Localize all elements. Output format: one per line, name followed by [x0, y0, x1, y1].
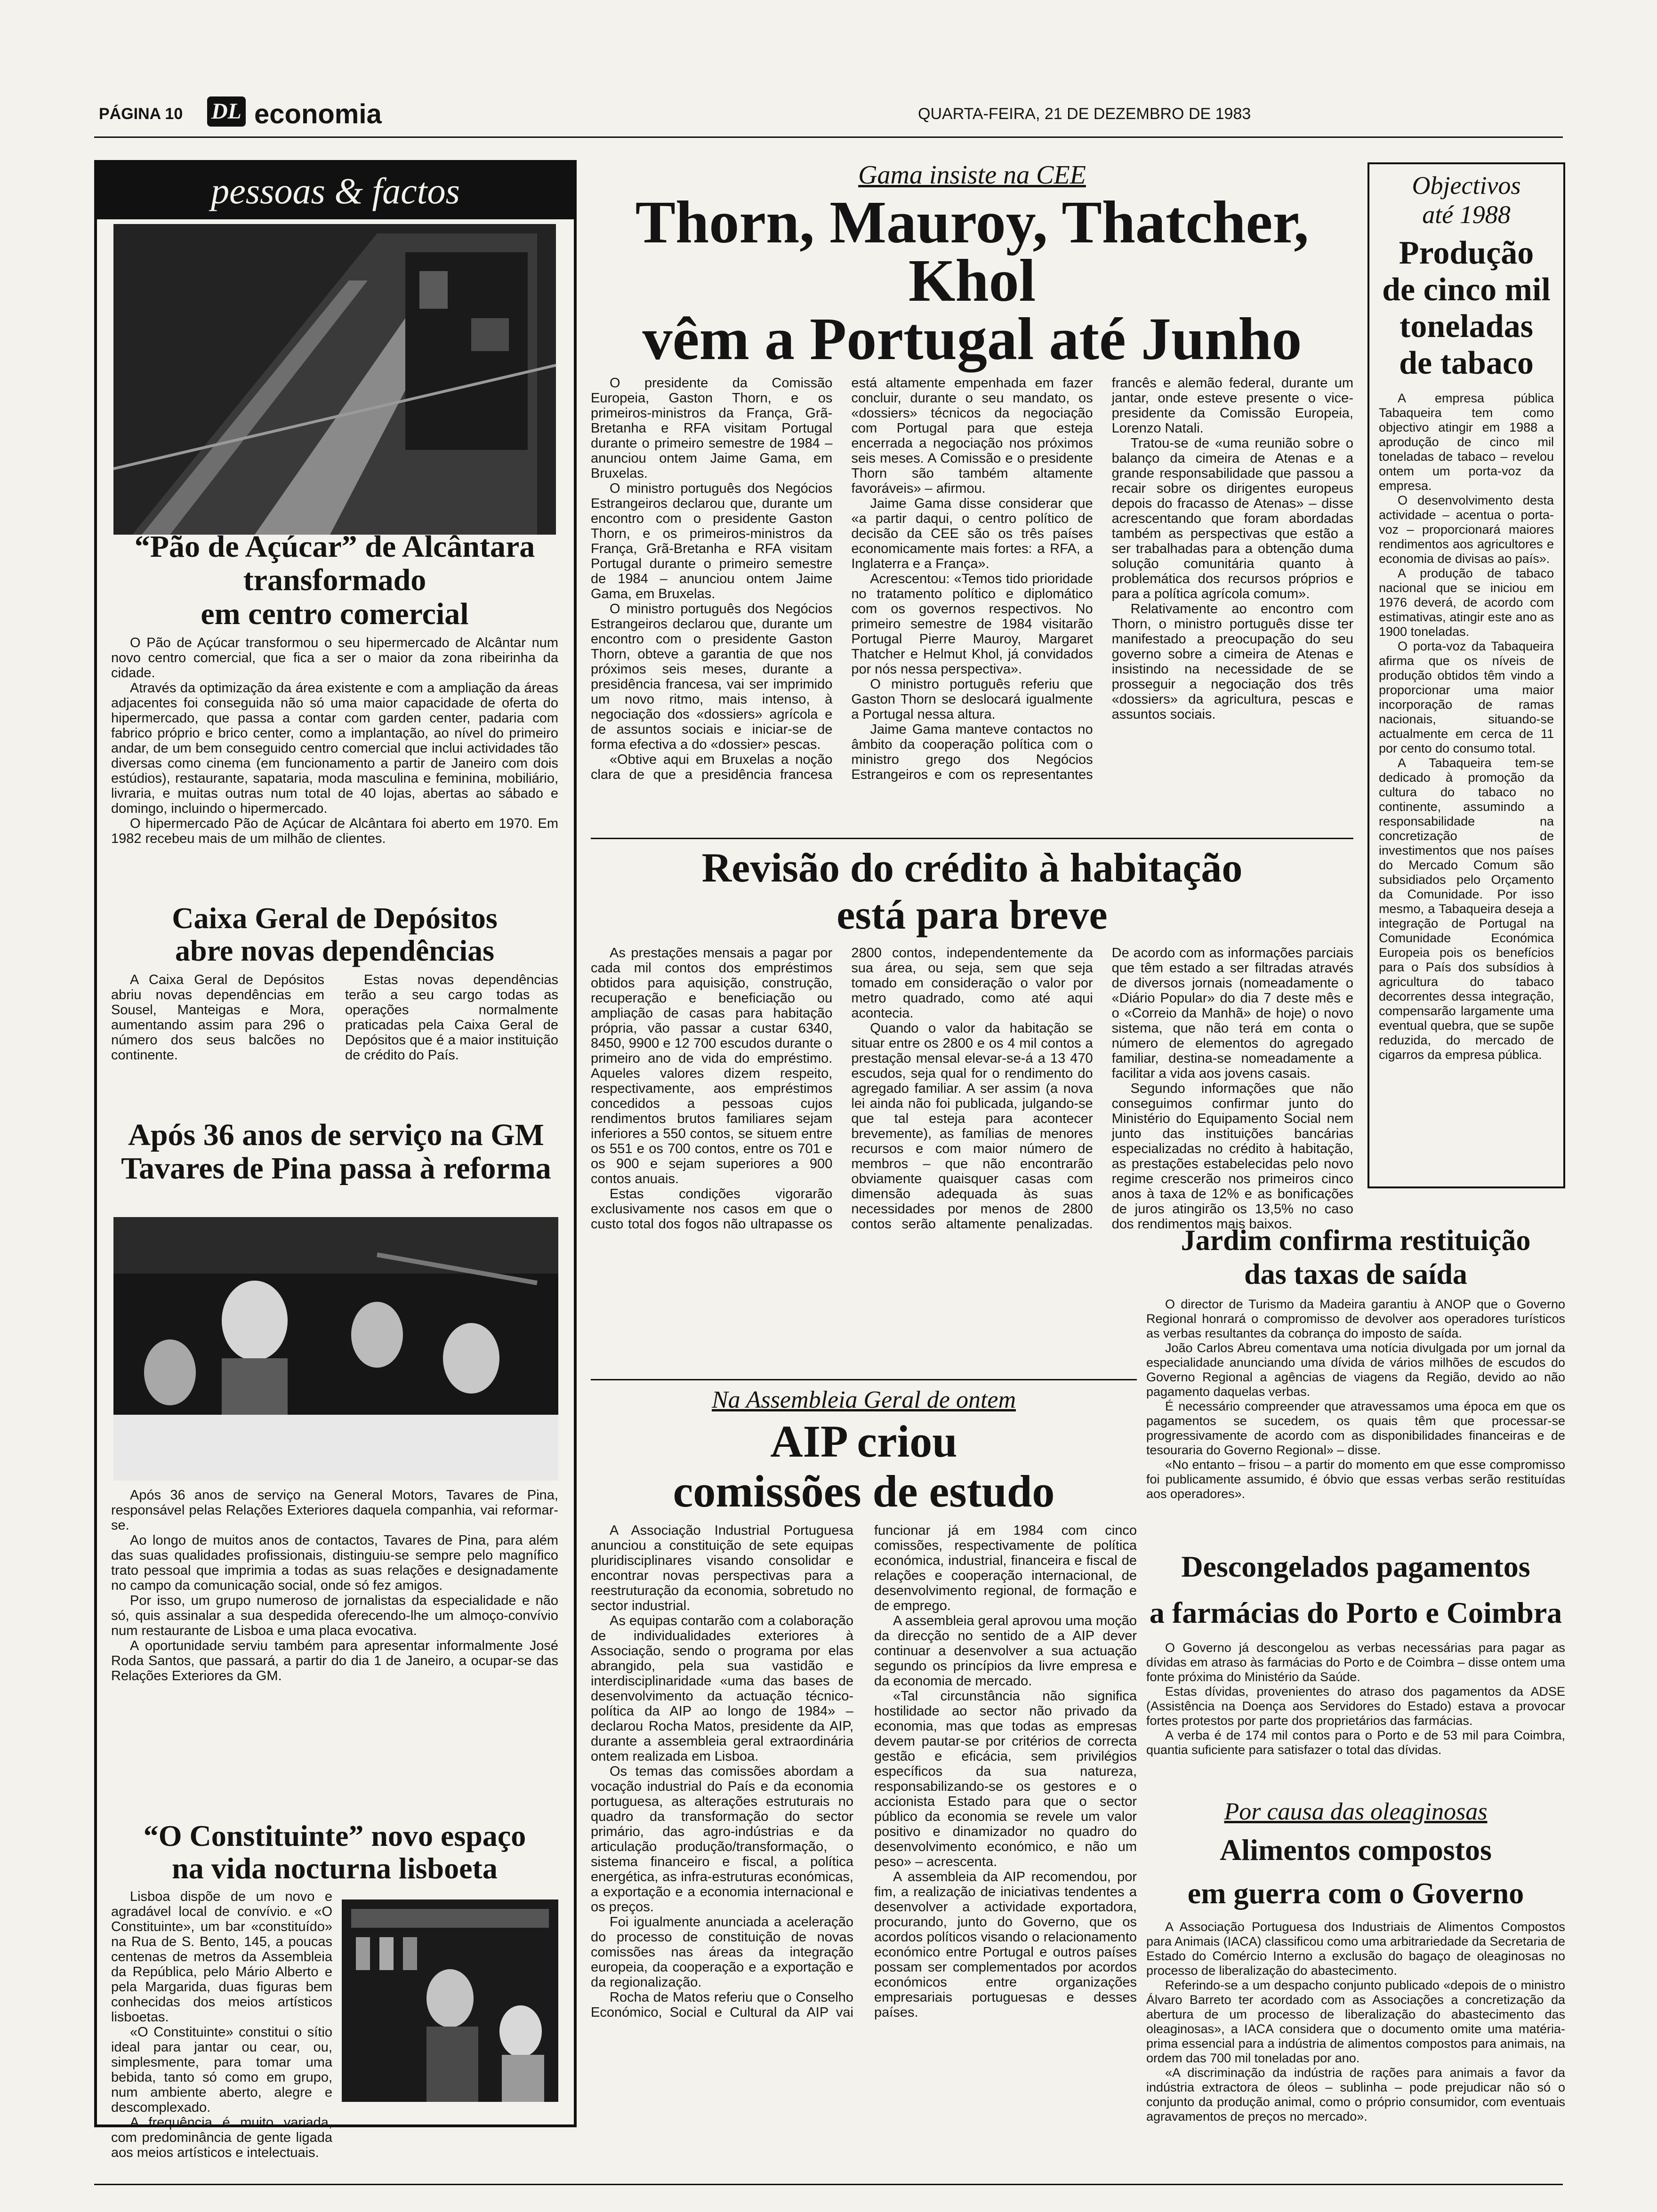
article-gama-cee [591, 160, 1353, 879]
logo-mark: DL [207, 96, 246, 127]
article-kicker: Na Assembleia Geral de ontem [711, 1387, 1016, 1413]
issue-date: QUARTA-FEIRA, 21 DE DEZEMBRO DE 1983 [918, 105, 1251, 123]
farewell-lunch-photo-art [113, 1217, 558, 1481]
escalator-photo [113, 224, 556, 535]
article-gm [105, 1118, 567, 1186]
masthead-rule [94, 136, 1563, 138]
article-body: A empresa pública Tabaqueira tem como objectivo atingir em 1988 a aprodução de cinco mil toneladas de tabaco – revelou ontem um porta-voz da empresa. O desenvolvimento desta actividade – acentua o porta-voz – proporcionará maiores rendimentos aos agricultores e economia de divisas ao país». A produção de tabaco nacional que se iniciou em 1976 deverá, de acordo com estimativas, atingir este ano as 1900 toneladas. O porta-voz da Tabaqueira afirma que os níveis de produção obtidos têm vindo a proporcionar uma maior incorporação de ramas nacionais, situando-se actualmente em cerca de 11 por cento do consumo total. A Tabaqueira tem-se dedicado à promoção da cultura do tabaco no continente, assumindo a responsabilidade na concretização de investimentos que nos países do Mercado Comum são subsidiados pelo Orçamento da Comunidade. Por isso mesmo, a Tabaqueira deseja a integração de Portugal na Comunidade Económica Europeia pois os benefícios para o País dos subsídios à agricultura do tabaco decorrentes dessa integração, compensarão largamente uma eventual quebra, que se supõe reduzida, do mercado de cigarros da empresa pública. [1379, 391, 1554, 1062]
article-body: A Associação Portuguesa dos Industriais de Alimentos Compostos para Animais (IACA) classificou como uma arbitrariedade da Secretaria de Estado do Comércio Interno a exclusão do bagaço de oleaginosas no processo de liberalização do abastecimento. Referindo-se a um despacho conjunto publicado «depois de o ministro Álvaro Barreto ter acordado com as Associações a concretização da abertura de um processo de liberalização do abastecimento das oleaginosas», a IACA considera que o documento omite uma matéria-prima essencial para a indústria de alimentos compostos para animais, na ordem das 700 mil toneladas por ano. «A discriminação da indústria de rações para animais a favor da indústria extractora de óleos – sublinha – pode prejudicar não só o conjunto da produção animal, como o próprio consumidor, com eventuais agravamentos de preços no mercado». [1146, 1920, 1565, 2124]
banner-title: pessoas & factos [211, 170, 460, 211]
article-title: Jardim confirma restituição das taxas de saída [1181, 1225, 1531, 1290]
article-kicker: Por causa das oleaginosas [1224, 1798, 1488, 1825]
bottom-rule [94, 2184, 1563, 2185]
article-pao-de-acucar [111, 530, 558, 846]
escalator-photo-art [113, 224, 556, 535]
article-body: O Governo já descongelou as verbas necessárias para pagar as dívidas em atraso às farmácias do Porto e de Coimbra – disse ontem uma fonte próxima do Ministério da Saúde. Estas dívidas, provenientes do atraso dos pagamentos da ADSE (Assistência na Doença aos Servidores do Estado) estava a provocar fortes protestos por parte dos proprietários das farmácias. A verba é de 174 mil contos para o Porto e de 53 mil para Coimbra, quantia suficiente para satisfazer o total das dívidas. [1146, 1641, 1565, 1757]
article-caixa-geral [111, 902, 558, 1063]
article-kicker: Gama insiste na CEE [858, 160, 1086, 190]
article-body: Lisboa dispõe de um novo e agradável local de convívio. e «O Constituinte», um bar «constituído» na Rua de S. Bento, 145, a poucas centenas de metros da Assembleia da República, pelo Mário Alberto e pela Margarida, duas figuras bem conhecidas dos meios artísticos lisboetas. «O Constituinte» constitui o sítio ideal para jantar ou cear, ou, simplesmente, para tomar uma bebida, tanto só como em grupo, num ambiente aberto, alegre e descomplexado. A frequência é muito variada, com predominância de gente ligada aos meios artísticos e intelectuais. [111, 1889, 332, 2161]
section-banner [97, 163, 574, 219]
article-aip [591, 1386, 1137, 2191]
article-tabaco [1367, 162, 1565, 1188]
article-title: “O Constituinte” novo espaço na vida nocturna lisboeta [143, 1819, 526, 1885]
left-column [94, 160, 577, 2161]
section-name: economia [254, 99, 382, 129]
article-body: A Caixa Geral de Depósitos abriu novas dependências em Sousel, Manteigas e Mora, aumentando assim para 296 o número dos seus balcões no continente. Estas novas dependências terão a seu cargo todas as operações normalmente praticadas pela Caixa Geral de Depósitos que é a maior instituição de crédito do País. [111, 972, 558, 1063]
article-title: Descongelados pagamentos a farmácias do Porto e Coimbra [1149, 1550, 1562, 1629]
article-title: Revisão do crédito à habitação está para breve [701, 845, 1243, 938]
article-jardim [1146, 1224, 1565, 1501]
column-rule [591, 838, 1353, 839]
article-title: Produção de cinco mil toneladas de tabaco [1382, 235, 1551, 381]
article-gm-body: Após 36 anos de serviço na General Motors, Tavares de Pina, responsável pelas Relações Exteriores daquela companhia, vai reformar-se. Ao longo de muitos anos de contactos, Tavares de Pina, para além das suas qualidades profissionais, distinguiu-se sempre pelo magnífico trato pessoal que imprimia a todas as suas relações e designadamente no campo da comunicação social, onde só fez amigos. Por isso, um grupo numeroso de jornalistas da especialidade e não só, quis assinalar a sua despedida oferecendo-lhe um almoço-convívio num restaurante de Lisboa e uma placa evocativa. A oportunidade serviu também para apresentar informalmente José Roda Santos, que passará, a partir do dia 1 de Janeiro, a ocupar-se das Relações Exteriores da GM. [111, 1488, 558, 1683]
article-title: AIP criou comissões de estudo [673, 1416, 1055, 1516]
article-body: As prestações mensais a pagar por cada mil contos dos empréstimos obtidos para aquisição, construção, recuperação e beneficiação ou ampliação de casas para habitação própria, vão passar a custar 6340, 8450, 9900 e 12 700 escudos durante o primeiro ano de vida do empréstimo. Aqueles valores dizem respeito, respectivamente, aos empréstimos concedidos a pessoas cujos rendimentos brutos familiares sejam inferiores a 550 contos, se situem entre os 551 e os 700 contos, entre os 701 e os 900 e sejam superiores a 900 contos anuais. Estas condições vigorarão exclusivamente nos casos em que o custo total dos fogos não ultrapasse os 2800 contos, independentemente da sua área, ou seja, sem que seja tomado em consideração o valor por metro quadrado, como até aqui acontecia. Quando o valor da habitação se situar entre os 2800 e os 4 mil contos a prestação mensal elevar-se-á a 13 470 escudos, seja qual for o rendimento do agregado familiar. A ser assim (a nova lei ainda não foi publicada, julgando-se que tal esteja para acontecer brevemente), as famílias de menores recursos e com maior número de membros – que não encontrarão obviamente quaisquer casas com dimensão adequada às suas necessidades por menos de 2800 contos serão altamente penalizadas. De acordo com as informações parciais que têm estado a ser filtradas através de diversos jornais (nomeadamente o «Diário Popular» do dia 7 deste mês e o «Correio da Manhã» de hoje) o novo sistema, que não terá em conta o número de elementos do agregado familiar, destina-se nomeadamente a facilitar a vida aos jovens casais. Segundo informações que não conseguimos confirmar junto do Ministério do Equipamento Social nem junto das instituições bancárias especializadas no crédito à habitação, as prestações estabelecidas pelo novo regime crescerão nos primeiros cinco anos à taxa de 12% e as bonificações de juros atingirão os 13,5% no caso dos rendimentos mais baixos. [591, 946, 1353, 1232]
article-title: Alimentos compostos em guerra com o Governo [1187, 1833, 1524, 1910]
column-rule [591, 1379, 1137, 1380]
masthead [99, 96, 1276, 129]
article-title: Caixa Geral de Depósitos abre novas dependências [172, 901, 498, 968]
article-body: O Pão de Açúcar transformou o seu hipermercado de Alcântar num novo centro comercial, que fica a ser o maior da zona ribeirinha da cidade. Através da optimização da área existente e com a ampliação da áreas adjacentes foi conseguida não só uma maior capacidade de oferta do hipermercado, que passa a contar com garden center, padaria com fabrico próprio e brico center, como a implantação, ao nível do primeiro andar, de um bem conseguido centro comercial que inclui actividades tão diversas como cinema (em funcionamento a partir de Janeiro com dois estúdios), restaurante, sapataria, moda masculina e feminina, mobiliário, livraria, e muitas outras num total de 40 lojas, abertas ao sábado e domingo, incluindo o hipermercado. O hipermercado Pão de Açúcar de Alcântara foi aberto em 1970. Em 1982 recebeu mais de um milhão de clientes. [111, 635, 558, 846]
bar-photo-art [342, 1899, 558, 2102]
article-kicker: Objectivos até 1988 [1412, 171, 1521, 229]
article-farmacias [1146, 1544, 1565, 1757]
article-title: Thorn, Mauroy, Thatcher, Khol vêm a Portugal até Junho [635, 189, 1309, 372]
page-number: PÁGINA 10 [99, 105, 183, 123]
article-title: “Pão de Açúcar” de Alcântara transformado em centro comercial [134, 529, 535, 631]
article-title: Após 36 anos de serviço na GM Tavares de Pina passa à reforma [121, 1118, 551, 1186]
article-body: O director de Turismo da Madeira garantiu à ANOP que o Governo Regional honrará o compromisso de devolver aos operadores turísticos as verbas resultantes da cobrança do imposto de saída. João Carlos Abreu comentava uma notícia divulgada por um jornal da especialidade anunciando uma dívida de vários milhões de escudos do Governo Regional a agências de viagens da Região, devido ao não pagamento daquelas verbas. É necessário compreender que atravessamos uma época em que os pagamentos se sucedem, os quais têm que processar-se progressivamente de acordo com as disponibilidades financeiras e de tesouraria do Governo Regional» – disse. «No entanto – frisou – a partir do momento em que esse compromisso foi publicamente assumido, é óbvio que essas verbas serão restituídas aos operadores». [1146, 1297, 1565, 1501]
article-body: A Associação Industrial Portuguesa anunciou a constituição de sete equipas pluridisciplinares visando consolidar e encontrar novas perspectivas para a reestruturação da economia, sobretudo no sector industrial. As equipas contarão com a colaboração de individualidades exteriores à Associação, sendo o programa por elas abrangido, pela sua vastidão e interdisciplinaridade «uma das bases de desenvolvimento da actuação técnico-política da AIP ao longo de 1984» – declarou Rocha Matos, presidente da AIP, durante a assembleia geral extraordinária ontem realizada em Lisboa. Os temas das comissões abordam a vocação industrial do País e da economia portuguesa, as alterações estruturais no quadro da transformação do sector primário, das agro-indústrias e da articulação produção/transformação, o sistema financeiro e fiscal, a política energética, as infra-estruturas económicas, a exportação e a economia internacional e os preços. Foi igualmente anunciada a aceleração do processo de constituição de novas comissões nas áreas da integração europeia, da cooperação e a exportação e da regionalização. Rocha de Matos referiu que o Conselho Económico, Social e Cultural da AIP vai funcionar já em 1984 com cinco comissões, respectivamente de política económica, industrial, financeira e fiscal de relações e cooperação internacional, de desenvolvimento regional, de formação e de emprego. A assembleia geral aprovou uma moção da direcção no sentido de a AIP dever continuar a desenvolver a sua actuação segundo os princípios da livre empresa e da economia de mercado. «Tal circunstância não significa hostilidade ao sector não privado da economia, mas que todas as empresas devem pautar-se por critérios de correcta gestão e eficácia, sem privilégios específicos da sua natureza, responsabilizando-se os gestores e o accionista Estado para que o sector público da economia se revele um valor positivo e dinamizador no quadro do desenvolvimento económico, e não um peso» – acrescenta. A assembleia da AIP recomendou, por fim, a realização de iniciativas tendentes a desenvolver a actividade exportadora, procurando, junto do Governo, que os acordos políticos visando o relacionamento económico entre Portugal e outros países possam ser complementados por acordos económicos entre organizações empresariais portuguesas e desses países. [591, 1523, 1137, 2020]
article-body: O presidente da Comissão Europeia, Gaston Thorn, e os primeiros-ministros da França, Grã-Bretanha e RFA visitam Portugal durante o primeiro semestre de 1984 – anunciou ontem Jaime Gama, em Bruxelas. O ministro português dos Negócios Estrangeiros declarou que, durante um encontro com o presidente Gaston Thorn, e os primeiros-ministros da França, Grã-Bretanha e RFA visitam Portugal durante o primeiro semestre de 1984 – anunciou ontem Jaime Gama, em Bruxelas. O ministro português dos Negócios Estrangeiros declarou que, durante um encontro com o presidente Gaston Thorn, obteve a garantia de que nos próximos seis meses, durante a presidência francesa, vai ser imprimido um novo ritmo, mais intenso, à negociação dos «dossiers» agrícola e de assuntos sociais e iniciar-se de forma efectiva a do «dossier» pescas. «Obtive aqui em Bruxelas a noção clara de que a presidência francesa está altamente empenhada em fazer concluir, durante o seu mandato, os «dossiers» técnicos da negociação com Portugal para que esteja encerrada a negociação nos próximos seis meses. A Comissão e o presidente Thorn são também altamente favoráveis» – afirmou. Jaime Gama disse considerar que «a partir daqui, o centro político de decisão da CEE são os três países economicamente mais fortes: a RFA, a Inglaterra e a França». Acrescentou: «Temos tido prioridade no tratamento político e diplomático com os governos respectivos. No primeiro semestre de 1984 visitarão Portugal Pierre Mauroy, Margaret Thatcher e Helmut Khol, já convidados por nós nessa perspectiva». O ministro português referiu que Gaston Thorn se deslocará igualmente a Portugal nessa altura. Jaime Gama manteve contactos no âmbito da cooperação política com o ministro grego dos Negócios Estrangeiros e com os representantes francês e alemão federal, durante um jantar, onde esteve presente o vice-presidente da Comissão Europeia, Lorenzo Natali. Tratou-se de «uma reunião sobre o balanço da cimeira de Atenas e a grande responsabilidade que passou a recair sobre os dirigentes europeus depois do fracasso de Atenas» – disse acrescentando que foram abordadas também as perspectivas que estão a ser trabalhadas para a obtenção duma solução comunitária quanto à problemática dos recursos próprios e para a política agrícola comum». Relativamente ao encontro com Thorn, o ministro português disse ter manifestado a preocupação do seu governo sobre a cimeira de Atenas e insistindo na necessidade de se prosseguir a negociação dos três «dossiers» da agricultura, pescas e assuntos sociais. [591, 376, 1353, 782]
farewell-lunch-photo [113, 1217, 558, 1481]
article-alimentos [1146, 1798, 1565, 2124]
bar-photo [342, 1899, 558, 2102]
